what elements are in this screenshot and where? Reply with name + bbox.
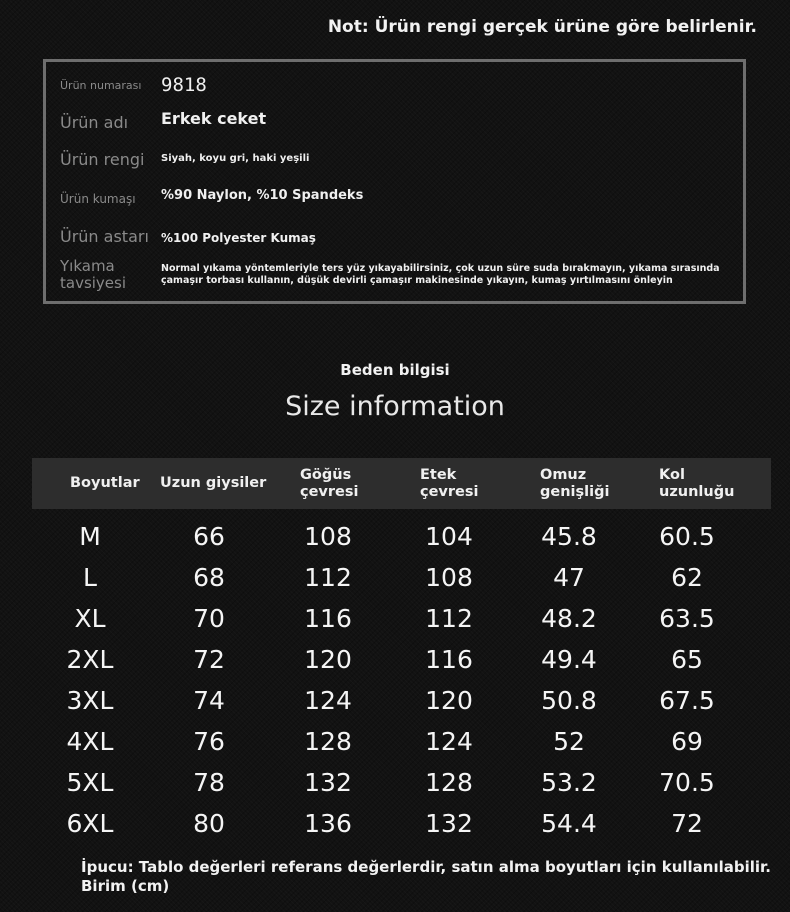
table-cell: 49.4	[541, 645, 597, 674]
table-cell: 47	[553, 563, 585, 592]
info-value: %100 Polyester Kumaş	[161, 231, 316, 245]
table-cell: 112	[304, 563, 352, 592]
table-cell: 74	[193, 686, 225, 715]
table-cell: 108	[425, 563, 473, 592]
table-cell: 80	[193, 809, 225, 838]
table-cell: 48.2	[541, 604, 597, 633]
table-cell: 124	[425, 727, 473, 756]
table-row	[32, 721, 771, 762]
size-table	[32, 458, 771, 844]
table-row	[32, 762, 771, 803]
tip-line: İpucu: Tablo değerleri referans değerlerdir, satın alma boyutları için kullanılabilir.	[81, 858, 771, 876]
table-cell: XL	[74, 604, 106, 633]
table-row	[32, 803, 771, 844]
unit-line: Birim (cm)	[81, 877, 170, 895]
table-row	[32, 680, 771, 721]
table-cell: 50.8	[541, 686, 597, 715]
table-cell: 66	[193, 522, 225, 551]
table-cell: 52	[553, 727, 585, 756]
table-cell: 120	[304, 645, 352, 674]
table-cell: 124	[304, 686, 352, 715]
table-header-cell: Etek çevresi	[420, 466, 479, 500]
info-value: Erkek ceket	[161, 109, 267, 128]
info-label: Ürün rengi	[60, 150, 145, 169]
table-cell: 128	[304, 727, 352, 756]
table-cell: 4XL	[66, 727, 114, 756]
info-label: Ürün astarı	[60, 227, 149, 246]
info-value: Normal yıkama yöntemleriyle ters yüz yıkayabilirsiniz, çok uzun süre suda bırakmayın, yıkama sırasında çamaşır torbası kullanın, düşük devirli çamaşır makinesinde yıkayın, kumaş yırtılmasını önleyin	[161, 263, 720, 286]
table-cell: 3XL	[66, 686, 114, 715]
table-cell: 72	[193, 645, 225, 674]
table-cell: 45.8	[541, 522, 597, 551]
table-cell: L	[83, 563, 97, 592]
table-header-cell: Uzun giysiler	[160, 475, 267, 491]
table-cell: 60.5	[659, 522, 715, 551]
info-label: Ürün kumaşı	[60, 192, 136, 206]
table-cell: 108	[304, 522, 352, 551]
table-header-cell: Göğüs çevresi	[300, 466, 359, 500]
table-cell: 72	[671, 809, 703, 838]
table-cell: 116	[425, 645, 473, 674]
table-body	[32, 509, 771, 844]
table-cell: 6XL	[66, 809, 114, 838]
table-cell: 65	[671, 645, 703, 674]
table-cell: 132	[425, 809, 473, 838]
info-label: Ürün adı	[60, 113, 129, 132]
info-value: Siyah, koyu gri, haki yeşili	[161, 153, 310, 164]
color-note: Not: Ürün rengi gerçek ürüne göre belirlenir.	[327, 17, 757, 37]
table-cell: 53.2	[541, 768, 597, 797]
table-cell: 62	[671, 563, 703, 592]
table-row	[32, 557, 771, 598]
table-cell: 132	[304, 768, 352, 797]
table-cell: 54.4	[541, 809, 597, 838]
table-header-row	[32, 458, 771, 509]
table-cell: 63.5	[659, 604, 715, 633]
table-row	[32, 598, 771, 639]
table-cell: 67.5	[659, 686, 715, 715]
table-cell: M	[79, 522, 101, 551]
table-cell: 76	[193, 727, 225, 756]
table-cell: 128	[425, 768, 473, 797]
info-label: Yıkama tavsiyesi	[60, 257, 127, 292]
table-cell: 2XL	[66, 645, 114, 674]
tip-text	[81, 858, 771, 896]
table-cell: 104	[425, 522, 473, 551]
info-value: 9818	[161, 74, 207, 96]
table-cell: 120	[425, 686, 473, 715]
table-header-cell: Boyutlar	[70, 475, 140, 491]
info-label: Ürün numarası	[60, 79, 142, 92]
table-cell: 69	[671, 727, 703, 756]
table-cell: 70	[193, 604, 225, 633]
table-row	[32, 639, 771, 680]
table-row	[32, 516, 771, 557]
info-value: %90 Naylon, %10 Spandeks	[161, 188, 364, 203]
table-cell: 78	[193, 768, 225, 797]
table-cell: 112	[425, 604, 473, 633]
table-cell: 70.5	[659, 768, 715, 797]
size-section-title: Beden bilgisi	[340, 361, 450, 379]
table-cell: 136	[304, 809, 352, 838]
table-header-cell: Kol uzunluğu	[659, 466, 735, 500]
table-cell: 116	[304, 604, 352, 633]
size-section-subtitle: Size information	[285, 391, 505, 422]
product-info-box	[43, 59, 746, 304]
table-cell: 5XL	[66, 768, 114, 797]
table-header-cell: Omuz genişliği	[540, 466, 610, 500]
table-cell: 68	[193, 563, 225, 592]
